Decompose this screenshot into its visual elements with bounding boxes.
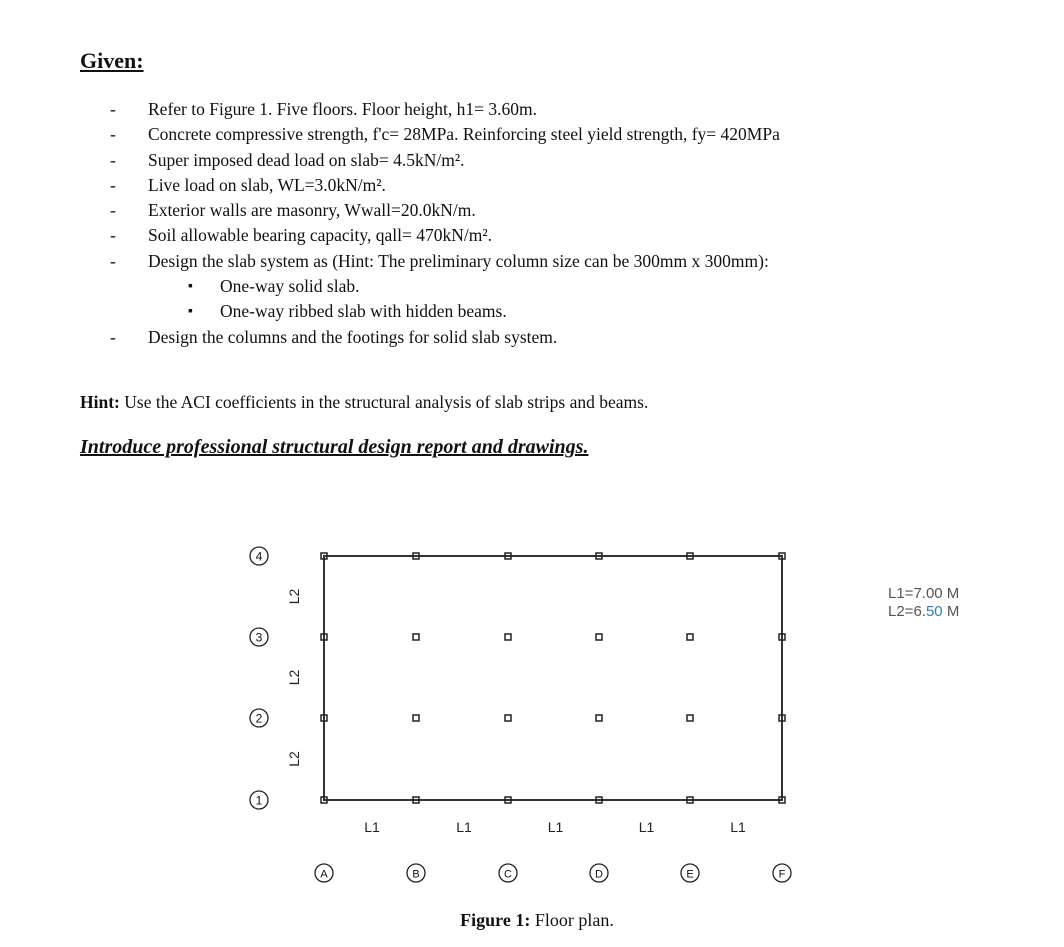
legend-l2-highlight: 50 — [925, 603, 943, 620]
legend-l2-prefix: L2=6. — [888, 603, 926, 620]
list-item: - Refer to Figure 1. Five floors. Floor height, h1= 3.60m. — [110, 97, 780, 122]
row-axis-label: 2 — [255, 711, 263, 726]
list-item: - Concrete compressive strength, f'c= 28MPa. Reinforcing steel yield strength, fy= 420MPa — [110, 122, 780, 147]
plan-outline — [324, 556, 782, 800]
column-marker — [687, 634, 693, 640]
sub-list-item: ▪ One-way ribbed slab with hidden beams. — [110, 299, 780, 324]
span-label-l1: L1 — [638, 819, 655, 835]
row-axis-label: 4 — [255, 549, 263, 564]
span-label-l2: L2 — [286, 669, 302, 686]
legend-l2 — [888, 603, 959, 621]
span-label-l2: L2 — [286, 751, 302, 767]
col-axis-label: E — [686, 868, 694, 881]
row-axis-label: 3 — [255, 630, 263, 645]
col-axis-label: C — [504, 868, 512, 881]
legend-l1: L1=7.00 M — [888, 585, 960, 602]
list-item: - Exterior walls are masonry, Wwall=20.0kN/m. — [110, 198, 780, 223]
column-marker — [413, 715, 419, 721]
col-axis-label: F — [778, 868, 786, 881]
span-label-l1: L1 — [456, 819, 472, 835]
column-marker — [687, 715, 693, 721]
hint-text: Use the ACI coefficients in the structural analysis of slab strips and beams. — [119, 392, 649, 412]
given-heading: Given: — [80, 48, 144, 73]
span-label-l2: L2 — [286, 588, 302, 605]
col-axis-label: A — [320, 868, 328, 881]
list-item: - Design the columns and the footings for solid slab system. — [110, 325, 780, 350]
sub-list-item: ▪ One-way solid slab. — [110, 274, 780, 299]
span-legend — [888, 585, 959, 621]
caption-label: Figure 1: — [460, 910, 531, 930]
caption-text: Floor plan. — [530, 910, 614, 930]
row-axis-label: 1 — [255, 793, 263, 808]
span-label-l1: L1 — [547, 819, 564, 835]
column-marker — [413, 634, 419, 640]
intro-line: Introduce professional structural design report and drawings. — [80, 436, 589, 458]
span-label-l1: L1 — [730, 819, 746, 835]
column-marker — [596, 634, 602, 640]
plan-grid — [321, 553, 785, 803]
list-item: - Live load on slab, WL=3.0kN/m². — [110, 173, 780, 198]
col-axis-label: D — [595, 868, 603, 881]
span-label-l1: L1 — [364, 819, 380, 835]
figure-caption — [0, 910, 1064, 931]
plan-labels — [250, 547, 791, 882]
list-item: - Super imposed dead load on slab= 4.5kN/m². — [110, 148, 780, 173]
column-marker — [596, 715, 602, 721]
list-item: - Soil allowable bearing capacity, qall= 470kN/m². — [110, 223, 780, 248]
column-marker — [505, 634, 511, 640]
col-axis-label: B — [412, 868, 420, 881]
hint-label: Hint: — [80, 392, 120, 412]
legend-l2-suffix: M — [942, 603, 960, 620]
list-item: - Design the slab system as (Hint: The preliminary column size can be 300mm x 300mm): — [110, 249, 780, 274]
column-marker — [505, 715, 511, 721]
